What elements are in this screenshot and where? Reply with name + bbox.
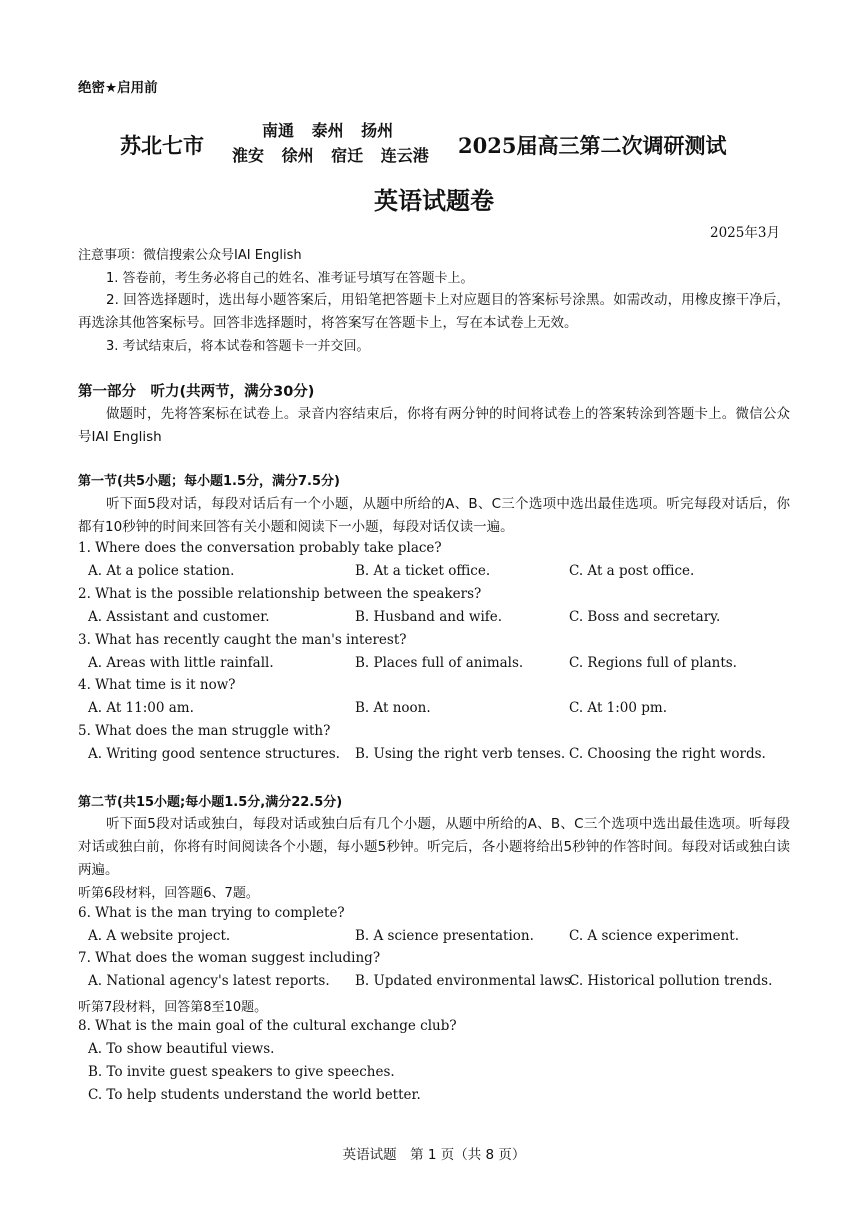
question-7: 7. What does the woman suggest including? (78, 950, 381, 966)
question-5: 5. What does the man struggle with? (78, 723, 331, 739)
q4-option-b: B. At noon. (355, 700, 431, 716)
part1-heading: 第一部分 听力(共两节，满分30分) (78, 384, 315, 400)
part1-intro: 做题时，先将答案标在试卷上。录音内容结束后，你将有两分钟的时间将试卷上的答案转涂到答题卡上。微信公众号IAI English (78, 406, 790, 445)
q2-option-b: B. Husband and wife. (355, 609, 503, 625)
q3-option-c: C. Regions full of plants. (569, 655, 737, 671)
section1-heading: 第一节(共5小题；每小题1.5分，满分7.5分) (78, 474, 340, 489)
question-8: 8. What is the main goal of the cultural exchange club? (78, 1018, 457, 1034)
material-6-instruction: 听第6段材料，回答题6、7题。 (78, 886, 259, 901)
q5-option-c: C. Choosing the right words. (569, 746, 766, 762)
q1-option-b: B. At a ticket office. (355, 563, 491, 579)
note-item-1: 1. 答卷前，考生务必将自己的姓名、准考证号填写在答题卡上。 (106, 271, 474, 286)
confidential-label: 绝密★启用前 (78, 80, 158, 96)
q5-option-a: A. Writing good sentence structures. (88, 746, 340, 762)
cities-line-1: 南通 泰州 扬州 (262, 121, 394, 140)
material-7-instruction: 听第7段材料，回答第8至10题。 (78, 1000, 268, 1015)
q2-option-a: A. Assistant and customer. (88, 609, 270, 625)
note-item-3: 3. 考试结束后，将本试卷和答题卡一并交回。 (106, 339, 370, 354)
question-2: 2. What is the possible relationship between the speakers? (78, 586, 482, 602)
section2-heading: 第二节(共15小题;每小题1.5分,满分22.5分) (78, 795, 343, 810)
exam-subtitle: 英语试题卷 (374, 186, 494, 215)
q1-option-c: C. At a post office. (569, 563, 695, 579)
q7-option-c: C. Historical pollution trends. (569, 973, 773, 989)
q8-option-b: B. To invite guest speakers to give speeches. (88, 1064, 395, 1080)
question-1: 1. Where does the conversation probably take place? (78, 540, 442, 556)
question-3: 3. What has recently caught the man's interest? (78, 632, 407, 648)
cities-line-2: 淮安 徐州 宿迁 连云港 (232, 146, 429, 165)
q7-option-a: A. National agency's latest reports. (88, 973, 330, 989)
exam-region-title: 苏北七市 (120, 133, 204, 158)
q1-option-a: A. At a police station. (88, 563, 235, 579)
q8-option-a: A. To show beautiful views. (88, 1041, 275, 1057)
q8-option-c: C. To help students understand the world better. (88, 1087, 421, 1103)
q3-option-b: B. Places full of animals. (355, 655, 524, 671)
q3-option-a: A. Areas with little rainfall. (88, 655, 274, 671)
q6-option-c: C. A science experiment. (569, 928, 740, 944)
question-6: 6. What is the man trying to complete? (78, 905, 345, 921)
page-footer: 英语试题 第 1 页（共 8 页） (342, 1147, 526, 1163)
exam-date: 2025年3月 (710, 225, 780, 241)
question-4: 4. What time is it now? (78, 677, 236, 693)
q7-option-b: B. Updated environmental laws. (355, 973, 576, 989)
section1-intro: 听下面5段对话，每段对话后有一个小题，从题中所给的A、B、C三个选项中选出最佳选项。听完每段对话后，你都有10秒钟的时间来回答有关小题和阅读下一小题，每段对话仅读一遍。 (78, 496, 790, 535)
q4-option-c: C. At 1:00 pm. (569, 700, 668, 716)
q5-option-b: B. Using the right verb tenses. (355, 746, 566, 762)
q2-option-c: C. Boss and secretary. (569, 609, 721, 625)
notes-heading: 注意事项：微信搜索公众号IAI English (78, 248, 302, 263)
q6-option-b: B. A science presentation. (355, 928, 534, 944)
exam-title: 2025届高三第二次调研测试 (458, 133, 727, 158)
q6-option-a: A. A website project. (88, 928, 231, 944)
q4-option-a: A. At 11:00 am. (88, 700, 194, 716)
section2-intro: 听下面5段对话或独白，每段对话或独白后有几个小题，从题中所给的A、B、C三个选项中选出最佳选项。听每段对话或独白前，你将有时间阅读各个小题，每小题5秒钟。听完后，各小题将给出5秒钟的作答时间。每段对话或独白读两遍。 (78, 816, 790, 878)
note-item-2: 2. 回答选择题时，选出每小题答案后，用铅笔把答题卡上对应题目的答案标号涂黑。如需改动，用橡皮擦干净后，再选涂其他答案标号。回答非选择题时，将答案写在答题卡上，写在本试卷上无效。 (78, 292, 790, 331)
